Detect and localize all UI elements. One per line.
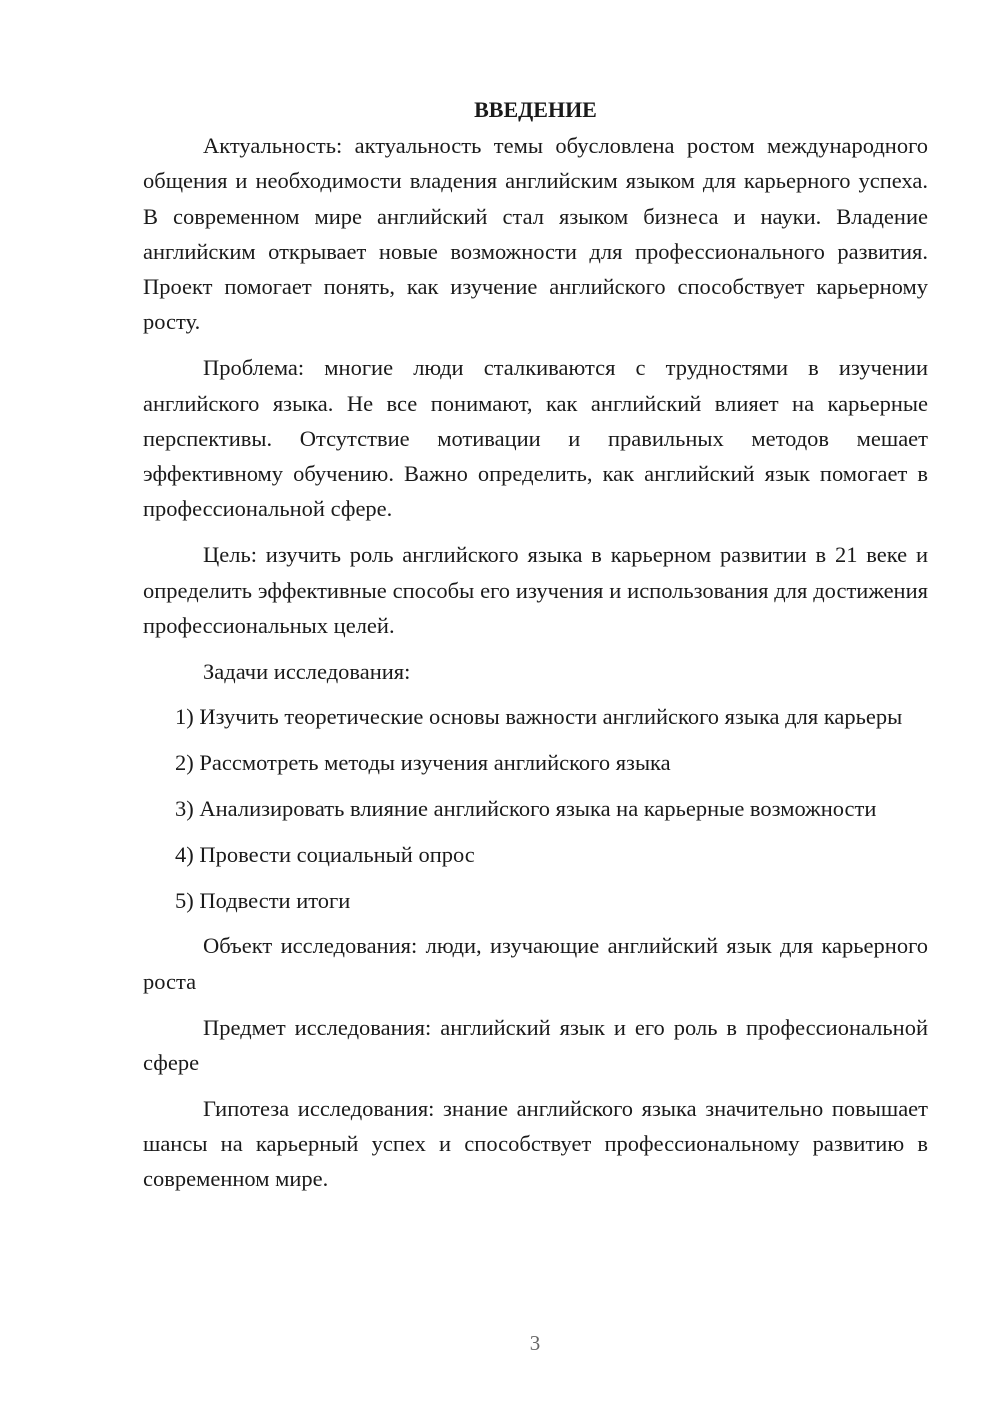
goal-paragraph: Цель: изучить роль английского языка в карьерном развитии в 21 веке и определить эффективные способы его изучения и использования для достижения профессиональных целей. [143, 542, 928, 638]
relevance-paragraph: Актуальность: актуальность темы обусловлена ростом международного общения и необходимости владения английским языком для карьерного успеха. В современном мире английский стал языком бизнеса и науки. Владение английским открывает новые возможности для профессионального развития. Проект помогает понять, как изучение английского способствует карьерному росту. [143, 133, 928, 335]
page-title: ВВЕДЕНИЕ [474, 97, 597, 122]
tasks-heading: Задачи исследования: [203, 658, 411, 684]
task-item-4: 4) Провести социальный опрос [175, 841, 475, 867]
problem-paragraph: Проблема: многие люди сталкиваются с трудностями в изучении английского языка. Не все понимают, как английский влияет на карьерные перспективы. Отсутствие мотивации и правильных методов мешает эффективному обучению. Важно определить, как английский язык помогает в профессиональной сфере. [143, 355, 928, 522]
task-item-1: 1) Изучить теоретические основы важности английского языка для карьеры [175, 704, 903, 730]
task-item-3: 3) Анализировать влияние английского языка на карьерные возможности [175, 796, 877, 822]
hypothesis-paragraph: Гипотеза исследования: знание английского языка значительно повышает шансы на карьерный успех и способствует профессиональному развитию в современном мире. [143, 1095, 928, 1192]
task-item-2: 2) Рассмотреть методы изучения английского языка [175, 750, 671, 776]
page-number: 3 [529, 1331, 541, 1355]
task-item-5: 5) Подвести итоги [175, 887, 351, 913]
document-page [143, 92, 928, 1197]
object-paragraph: Объект исследования: люди, изучающие английский язык для карьерного роста [143, 933, 928, 994]
subject-paragraph: Предмет исследования: английский язык и его роль в профессиональной сфере [143, 1014, 928, 1075]
